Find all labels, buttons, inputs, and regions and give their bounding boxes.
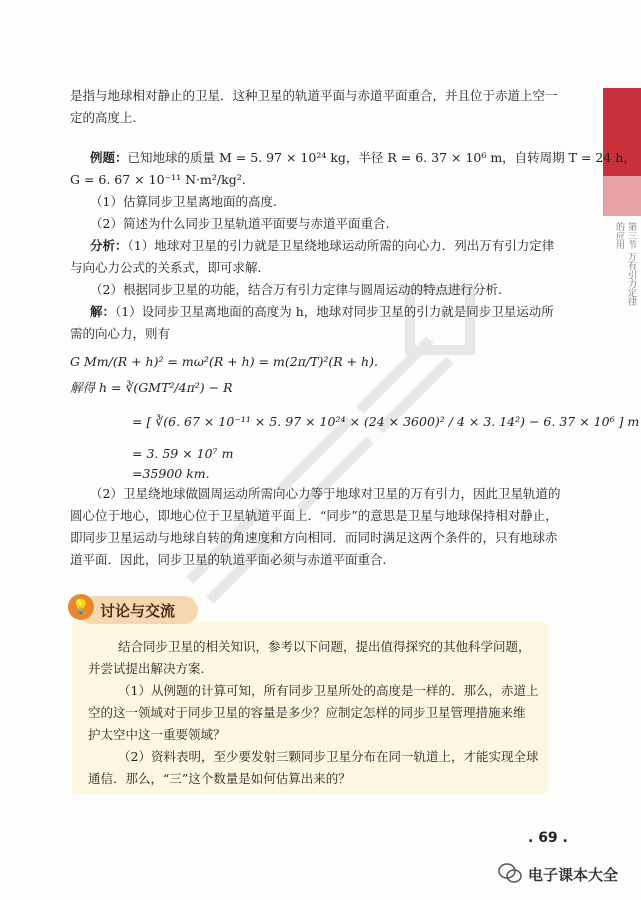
equation-5: =35900 km. (132, 466, 210, 481)
equation-3: = [ ∛(6. 67 × 10⁻¹¹ × 5. 97 × 10²⁴ × (24 × 3600)² / 4 × 3. 14²) − 6. 37 × 10⁶ ] m (132, 414, 640, 429)
example-question-1: （1）估算同步卫星离地面的高度. (90, 194, 277, 209)
solution-part2-line-4: 道平面．因此，同步卫星的轨道平面必须与赤道平面重合. (70, 552, 387, 567)
wechat-icon (498, 862, 522, 884)
analysis-line-2: 与向心力公式的关系式，即可求解. (70, 260, 262, 275)
analysis-line-1 (90, 236, 554, 256)
discussion-line-2: 并尝试提出解决方案. (88, 661, 205, 676)
discussion-line-5: 护太空中这一重要领域？ (88, 727, 226, 742)
example-line-1 (90, 148, 636, 168)
chapter-tab-light (603, 176, 641, 216)
equation-1: G Mm/(R + h)² = mω²(R + h) = m(2π/T)²(R + h). (70, 354, 378, 369)
example-label: 例题： (90, 150, 128, 165)
solution-part2-line-1: （2）卫星绕地球做圆周运动所需向心力等于地球对卫星的万有引力，因此卫星轨道的 (90, 486, 561, 501)
equation-4: = 3. 59 × 10⁷ m (132, 446, 234, 461)
example-given: 已知地球的质量 M = 5. 97 × 10²⁴ kg，半径 R = 6. 37 × 10⁶ m，自转周期 T = 24 h， (127, 150, 636, 165)
equation-2: 解得 h = ∛(GMT²/4π²) − R (70, 380, 233, 395)
page-number: . 69 . (528, 830, 568, 846)
solution-line-1 (90, 302, 554, 322)
example-line-2: G = 6. 67 × 10⁻¹¹ N·m²/kg². (70, 172, 246, 187)
discussion-header (64, 592, 214, 626)
analysis-text-1: （1）地球对卫星的引力就是卫星绕地球运动所需的向心力．列出万有引力定律 (127, 238, 555, 253)
discussion-title: 讨论与交流 (100, 602, 176, 620)
discussion-line-3: （1）从例题的计算可知，所有同步卫星所处的高度是一样的．那么，赤道上 (118, 683, 539, 698)
intro-line-2: 定的高度上. (70, 110, 137, 125)
lightbulb-icon: 💡 (68, 594, 94, 620)
analysis-line-3: （2）根据同步卫星的功能，结合万有引力定律与圆周运动的特点进行分析. (90, 282, 502, 297)
discussion-line-1: 结合同步卫星的相关知识，参考以下问题，提出值得探究的其他科学问题， (118, 639, 531, 654)
watermark-text: 电子课本大全 (528, 866, 619, 884)
solution-text-1: （1）设同步卫星离地面的高度为 h，地球对同步卫星的引力就是同步卫星运动所 (115, 304, 554, 319)
solution-line-2: 需的向心力，则有 (70, 326, 171, 341)
side-section-label: 第三节 万有引力定律的应用 (614, 222, 636, 306)
example-question-2: （2）简述为什么同步卫星轨道平面要与赤道平面重合. (90, 216, 390, 231)
discussion-line-4: 空的这一领域对于同步卫星的容量是多少？应制定怎样的同步卫星管理措施来维 (88, 705, 526, 720)
solution-part2-line-3: 即同步卫星运动与地球自转的角速度和方向相同．而同时满足这两个条件的，只有地球赤 (70, 530, 558, 545)
discussion-line-6: （2）资料表明，至少要发射三颗同步卫星分布在同一轨道上，才能实现全球 (118, 749, 539, 764)
solution-label: 解： (90, 304, 116, 319)
intro-line-1: 是指与地球相对静止的卫星．这种卫星的轨道平面与赤道平面重合，并且位于赤道上空一 (70, 88, 558, 103)
analysis-label: 分析： (90, 238, 128, 253)
discussion-line-7: 通信．那么，“三”这个数量是如何估算出来的？ (88, 771, 351, 786)
solution-part2-line-2: 圆心位于地心，即地心位于卫星轨道平面上．“同步”的意思是卫星与地球保持相对静止， (70, 508, 558, 523)
